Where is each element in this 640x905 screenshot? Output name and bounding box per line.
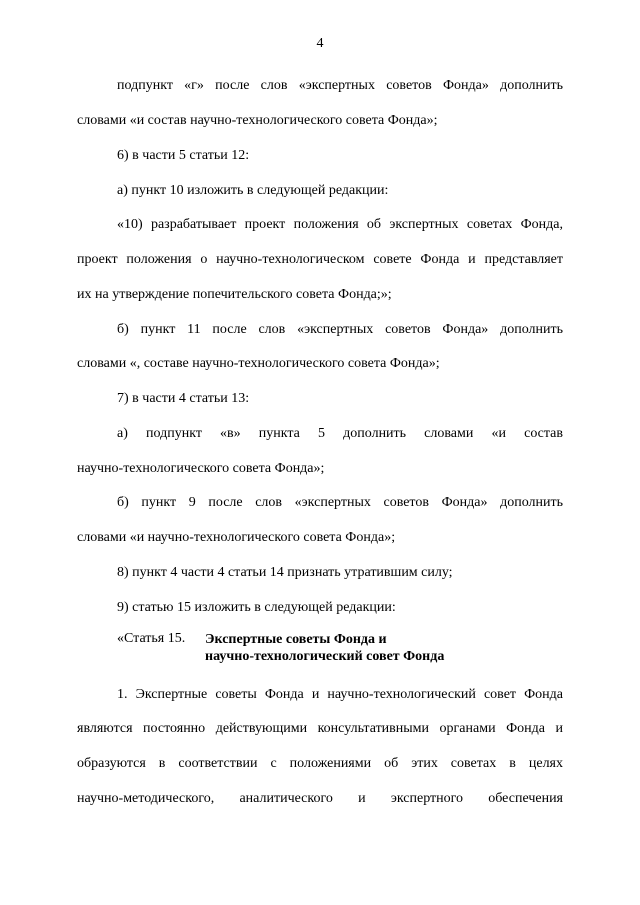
text-line: образуются в соответствии с положениями об этих советах в целях	[77, 756, 563, 771]
text-line: 9) статью 15 изложить в следующей редакции:	[117, 600, 396, 615]
article-title-line-2: научно-технологический совет Фонда	[205, 649, 445, 664]
text-line: а) пункт 10 изложить в следующей редакции:	[117, 183, 389, 198]
text-line: их на утверждение попечительского совета Фонда;»;	[77, 287, 392, 302]
text-line: словами «, составе научно-технологического совета Фонда»;	[77, 356, 440, 371]
text-line: а) подпункт «в» пункта 5 дополнить словами «и состав	[117, 426, 563, 441]
text-line: 8) пункт 4 части 4 статьи 14 признать утратившим силу;	[117, 565, 453, 580]
text-line: научно-технологического совета Фонда»;	[77, 461, 325, 476]
article-label: «Статья 15.	[117, 631, 186, 646]
text-line: б) пункт 9 после слов «экспертных советов Фонда» дополнить	[117, 495, 563, 510]
text-line: проект положения о научно-технологическом совете Фонда и представляет	[77, 252, 563, 267]
text-line: являются постоянно действующими консультативными органами Фонда и	[77, 721, 563, 736]
text-line: подпункт «г» после слов «экспертных советов Фонда» дополнить	[117, 78, 563, 93]
text-line: словами «и состав научно-технологического совета Фонда»;	[77, 113, 438, 128]
text-line: б) пункт 11 после слов «экспертных советов Фонда» дополнить	[117, 322, 563, 337]
text-line: научно-методического, аналитического и экспертного обеспечения	[77, 791, 563, 806]
page-number: 4	[316, 36, 324, 51]
text-line: «10) разрабатывает проект положения об экспертных советах Фонда,	[117, 217, 563, 232]
article-title-line-1: Экспертные советы Фонда и	[205, 632, 387, 647]
text-line: 6) в части 5 статьи 12:	[117, 148, 250, 163]
text-line: 1. Экспертные советы Фонда и научно-технологический совет Фонда	[117, 687, 563, 702]
text-line: 7) в части 4 статьи 13:	[117, 391, 250, 406]
text-line: словами «и научно-технологического совета Фонда»;	[77, 530, 396, 545]
